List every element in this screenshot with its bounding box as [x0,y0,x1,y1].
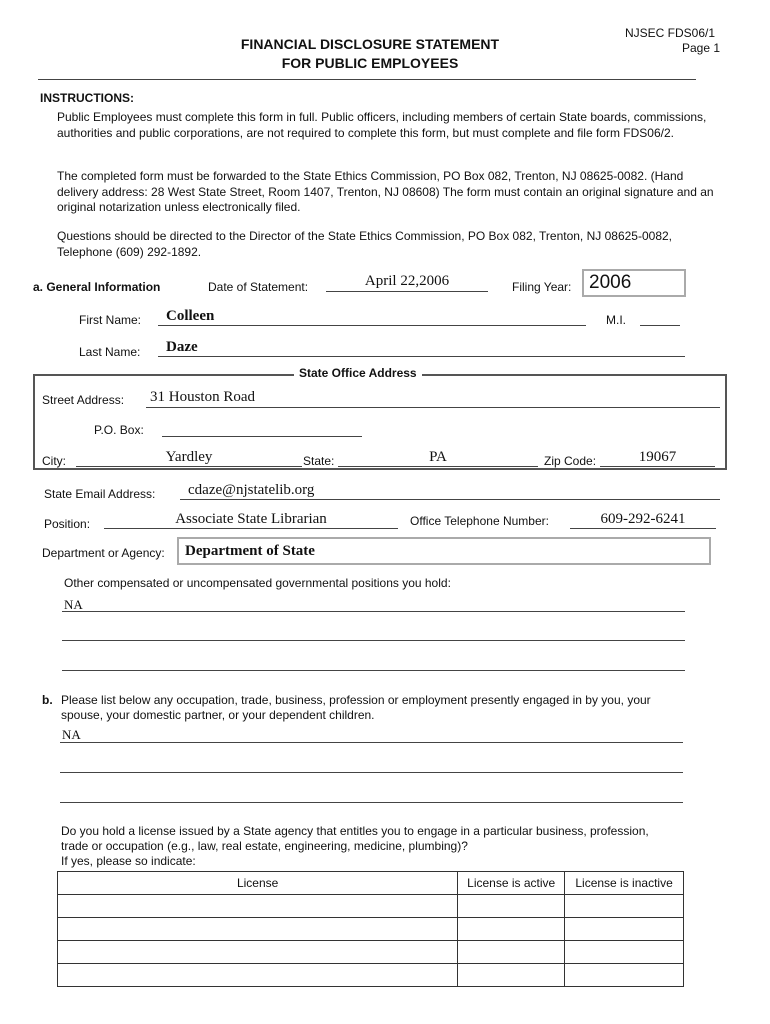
page-number: Page 1 [682,41,721,55]
license-inactive-column-header: License is inactive [565,872,684,895]
street-label: Street Address: [42,393,125,407]
section-b-question-line1: Please list below any occupation, trade, business, profession or employment presently engaged in by you, your [61,693,651,707]
department-label: Department or Agency: [42,546,165,560]
license-cell[interactable] [58,964,458,987]
license-inactive-cell[interactable] [565,964,684,987]
other-positions-question: Other compensated or uncompensated governmental positions you hold: [64,576,451,590]
department-field[interactable]: Department of State [177,537,711,565]
phone-label: Office Telephone Number: [410,514,549,528]
license-table-row [58,941,684,964]
license-table-row [58,895,684,918]
phone-underline [570,528,716,529]
filing-year-label: Filing Year: [512,280,572,294]
form-code: NJSEC FDS06/1 [625,26,716,40]
form-title-line2: FOR PUBLIC EMPLOYEES [281,55,459,71]
other-positions-line-3 [62,670,685,671]
first-name-label: First Name: [79,313,142,327]
form-title-line1: FINANCIAL DISCLOSURE STATEMENT [240,36,500,52]
license-question-line1: Do you hold a license issued by a State agency that entitles you to engage in a particular business, profession, [61,824,649,838]
street-underline [146,407,720,408]
section-b-line-2 [60,772,683,773]
zip-underline [600,466,715,467]
section-b-line-1 [60,742,683,743]
license-table-row [58,964,684,987]
license-column-header: License [58,872,458,895]
other-positions-line-1 [62,611,685,612]
last-name-label: Last Name: [79,345,141,359]
mi-label: M.I. [606,313,626,327]
position-label: Position: [44,517,91,531]
first-name-field[interactable]: Colleen [166,308,215,324]
section-b-question-line2: spouse, your domestic partner, or your dependent children. [61,708,375,722]
email-underline [180,499,720,500]
zip-label: Zip Code: [544,454,597,468]
license-active-cell[interactable] [458,964,565,987]
last-name-field[interactable]: Daze [166,339,198,355]
date-underline [326,291,488,292]
city-label: City: [42,454,66,468]
license-inactive-cell[interactable] [565,941,684,964]
state-field[interactable]: PA [429,449,447,465]
position-underline [104,528,398,529]
first-name-underline [158,325,586,326]
last-name-underline [158,356,685,357]
po-box-underline [162,436,362,437]
filing-year-field[interactable]: 2006 [582,269,686,297]
license-table-header [58,872,684,895]
general-info-label: a. General Information [33,280,161,294]
section-b-letter: b. [42,693,53,707]
zip-field[interactable]: 19067 [638,449,677,465]
city-field[interactable]: Yardley [165,449,213,465]
license-cell[interactable] [58,941,458,964]
state-label: State: [303,454,335,468]
email-label: State Email Address: [44,487,156,501]
license-active-cell[interactable] [458,895,565,918]
po-box-label: P.O. Box: [94,423,144,437]
license-table [57,871,684,987]
date-label: Date of Statement: [208,280,309,294]
license-inactive-cell[interactable] [565,895,684,918]
license-question-line3: If yes, please so indicate: [61,854,196,868]
street-field[interactable]: 31 Houston Road [150,389,255,405]
section-b-answer[interactable]: NA [62,727,81,742]
license-active-cell[interactable] [458,918,565,941]
mi-underline [640,325,680,326]
license-cell[interactable] [58,895,458,918]
instructions-paragraph-3: Questions should be directed to the Director of the State Ethics Commission, PO Box 082, Trenton, NJ 08625-0082, Telephone (609) 292-1892. [57,229,672,259]
license-active-column-header: License is active [458,872,565,895]
license-table-row [58,918,684,941]
email-field[interactable]: cdaze@njstatelib.org [188,482,315,498]
phone-field[interactable]: 609-292-6241 [600,511,686,527]
date-field[interactable]: April 22,2006 [364,273,450,289]
instructions-paragraph-1: Public Employees must complete this form in full. Public officers, including members of certain State boards, commissions, authorities and public corporations, are not required to complete this form, but must complete and file form FDS06/2. [57,110,707,140]
instructions-heading: INSTRUCTIONS: [40,91,134,105]
license-inactive-cell[interactable] [565,918,684,941]
instructions-paragraph-2: The completed form must be forwarded to the State Ethics Commission, PO Box 082, Trenton, NJ 08625-0082. (Hand delivery address: 28 West State Street, Room 1407, Trenton, NJ 08608) The form must contain an original signature and an original notarization unless electronically filed. [57,169,714,214]
state-underline [338,466,538,467]
city-underline [76,466,302,467]
license-question-line2: trade or occupation (e.g., law, real estate, engineering, medicine, plumbing)? [61,839,468,853]
position-field[interactable]: Associate State Librarian [175,511,327,527]
state-office-address-legend: State Office Address [294,366,422,380]
license-cell[interactable] [58,918,458,941]
other-positions-answer[interactable]: NA [64,597,83,612]
header-divider [38,79,696,80]
license-active-cell[interactable] [458,941,565,964]
section-b-line-3 [60,802,683,803]
other-positions-line-2 [62,640,685,641]
